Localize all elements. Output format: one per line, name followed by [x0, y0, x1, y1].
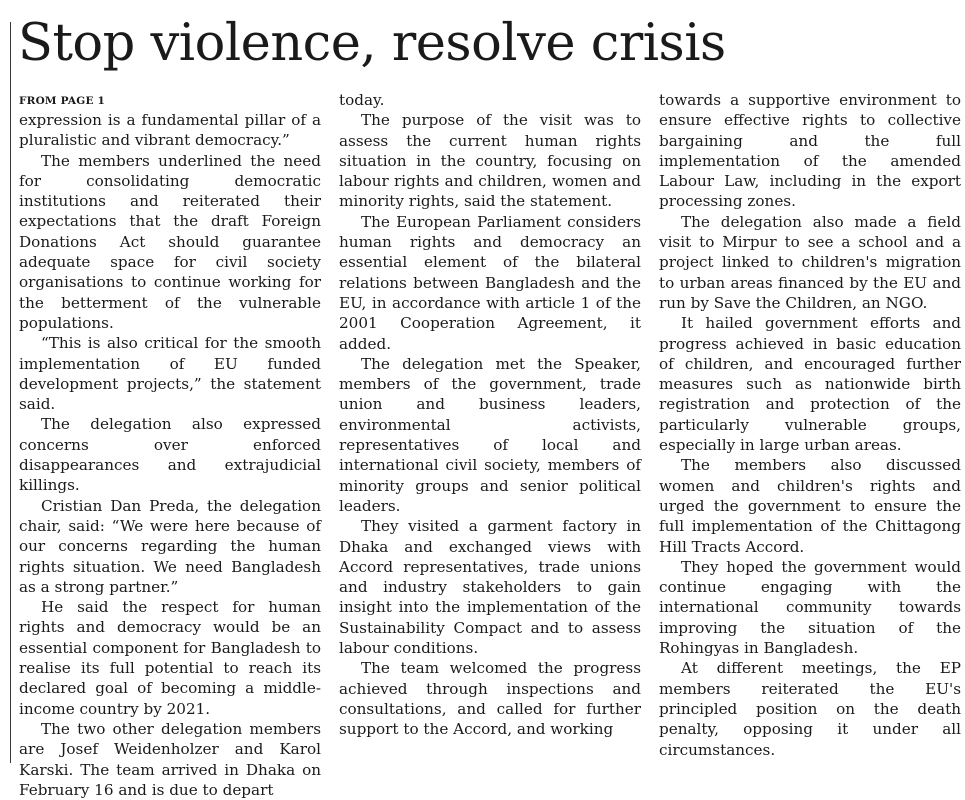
paragraph: towards a supportive environment to ensure effective rights to collective bargaining and the full implementation of the amended Labour Law, including in the export processing zones.	[659, 91, 961, 211]
paragraph: expression is a fundamental pillar of a pluralistic and vibrant democracy.”	[19, 111, 321, 150]
paragraph: The members underlined the need for consolidating democratic institutions and reiterated their expectations that the draft Foreign Donations Act should guarantee adequate space for civil society organisations to continue working for the betterment of the vulnerable populations.	[19, 151, 321, 332]
column-rule	[10, 22, 11, 763]
continuation-kicker: FROM PAGE 1	[19, 95, 106, 107]
paragraph: The delegation also made a field visit to Mirpur to see a school and a project linked to children's migration to urban areas financed by the EU and run by Save the Children, an NGO.	[659, 212, 961, 312]
paragraph: Cristian Dan Preda, the delegation chair, said: “We were here because of our concerns regarding the human rights situation. We need Bangladesh as a strong partner.”	[19, 496, 321, 596]
article-column-2	[339, 90, 641, 740]
article-column-1	[19, 110, 321, 800]
paragraph: It hailed government efforts and progress achieved in basic education of children, and encouraged further measures such as nationwide birth registration and protection of the particularly vulnerable groups, especially in large urban areas.	[659, 314, 961, 455]
paragraph: The two other delegation members are Josef Weidenholzer and Karol Karski. The team arrived in Dhaka on February 16 and is due to depart	[19, 719, 321, 799]
paragraph: The delegation met the Speaker, members of the government, trade union and business leaders, environmental activists, representatives of local and international civil society, members of minority groups and senior political leaders.	[339, 354, 641, 515]
paragraph: The purpose of the visit was to assess the current human rights situation in the country, focusing on labour rights and children, women and minority rights, said the statement.	[339, 111, 641, 211]
paragraph: today.	[339, 91, 385, 109]
article-column-3	[659, 90, 961, 760]
paragraph: “This is also critical for the smooth implementation of EU funded development projects,” the statement said.	[19, 334, 321, 414]
paragraph: The team welcomed the progress achieved through inspections and consultations, and called for further support to the Accord, and working	[339, 659, 641, 739]
paragraph: They visited a garment factory in Dhaka and exchanged views with Accord representatives, trade unions and industry stakeholders to gain insight into the implementation of the Sustainability Compact and to assess labour conditions.	[339, 517, 641, 658]
paragraph: The members also discussed women and children's rights and urged the government to ensure the full implementation of the Chittagong Hill Tracts Accord.	[659, 456, 961, 556]
paragraph: He said the respect for human rights and democracy would be an essential component for Bangladesh to realise its full potential to reach its declared goal of becoming a middle-income country by 2021.	[19, 598, 321, 718]
paragraph: The delegation also expressed concerns over enforced disappearances and extrajudicial killings.	[19, 415, 321, 495]
headline: Stop violence, resolve crisis	[18, 14, 726, 73]
paragraph: The European Parliament considers human rights and democracy an essential element of the bilateral relations between Bangladesh and the EU, in accordance with article 1 of the 2001 Cooperation Agreement, it added.	[339, 212, 641, 353]
paragraph: At different meetings, the EP members reiterated the EU's principled position on the death penalty, opposing it under all circumstances.	[659, 659, 961, 759]
paragraph: They hoped the government would continue engaging with the international community towards improving the situation of the Rohingyas in Bangladesh.	[659, 557, 961, 658]
